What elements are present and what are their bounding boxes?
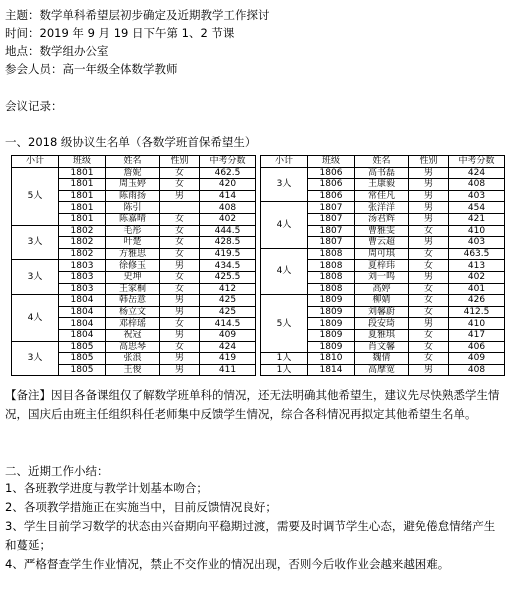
table-row <box>12 167 256 179</box>
table-row <box>261 248 505 260</box>
score-cell: 408 <box>449 179 505 191</box>
score-cell: 419.5 <box>200 248 256 260</box>
score-cell: 434.5 <box>200 260 256 272</box>
gender-cell: 男 <box>409 213 449 225</box>
group-size-cell: 5人 <box>261 295 308 353</box>
class-cell: 1804 <box>59 295 106 307</box>
class-cell: 1808 <box>308 271 355 283</box>
gender-cell: 男 <box>409 167 449 179</box>
score-cell: 463.5 <box>449 248 505 260</box>
class-cell: 1807 <box>308 237 355 249</box>
gender-cell: 女 <box>160 271 200 283</box>
name-cell: 张浪 <box>106 353 160 365</box>
table-row <box>12 260 256 272</box>
score-cell: 412.5 <box>449 306 505 318</box>
name-cell: 高书磊 <box>355 167 409 179</box>
score-cell: 421 <box>449 213 505 225</box>
class-cell: 1808 <box>308 248 355 260</box>
gender-cell <box>160 202 200 214</box>
name-cell: 刘一鸣 <box>355 271 409 283</box>
table-row <box>261 295 505 307</box>
column-header: 中考分数 <box>200 156 256 168</box>
name-cell: 史坤 <box>106 271 160 283</box>
class-cell: 1809 <box>308 295 355 307</box>
summary-item: 1、各班教学进度与教学计划基本吻合； <box>5 481 208 495</box>
score-cell: 424 <box>200 341 256 353</box>
class-cell: 1806 <box>308 190 355 202</box>
name-cell: 段安琦 <box>355 318 409 330</box>
score-cell: 413 <box>449 260 505 272</box>
group-size-cell: 3人 <box>261 167 308 202</box>
name-cell: 魏倩 <box>355 353 409 365</box>
name-cell: 叶楚 <box>106 237 160 249</box>
roster-table-left <box>11 155 256 376</box>
meeting-topic: 主题：数学单科希望层初步确定及近期教学工作探讨 <box>5 8 270 22</box>
gender-cell: 男 <box>409 364 449 376</box>
name-cell: 高思琴 <box>106 341 160 353</box>
gender-cell: 女 <box>409 283 449 295</box>
class-cell: 1810 <box>308 353 355 365</box>
score-cell: 454 <box>449 202 505 214</box>
section2-title: 二、近期工作小结： <box>5 464 109 478</box>
score-cell: 411 <box>200 364 256 376</box>
score-cell: 444.5 <box>200 225 256 237</box>
gender-cell: 男 <box>409 202 449 214</box>
group-size-cell: 3人 <box>12 260 59 295</box>
score-cell: 408 <box>449 364 505 376</box>
gender-cell: 女 <box>160 225 200 237</box>
score-cell: 426 <box>449 295 505 307</box>
gender-cell: 女 <box>160 248 200 260</box>
score-cell: 414.5 <box>200 318 256 330</box>
class-cell: 1802 <box>59 248 106 260</box>
gender-cell: 男 <box>160 295 200 307</box>
table-row <box>12 225 256 237</box>
summary-item: 4、严格督查学生作业情况，禁止不交作业的情况出现，否则今后收作业会越来越困难。 <box>5 557 450 571</box>
name-cell: 夏梓玮 <box>355 260 409 272</box>
column-header: 姓名 <box>106 156 160 168</box>
score-cell: 420 <box>200 179 256 191</box>
name-cell: 毛彤 <box>106 225 160 237</box>
name-cell: 陈雨扬 <box>106 190 160 202</box>
column-header: 小计 <box>12 156 59 168</box>
class-cell: 1808 <box>308 283 355 295</box>
name-cell: 邓梓瑶 <box>106 318 160 330</box>
score-cell: 410 <box>449 318 505 330</box>
class-cell: 1809 <box>308 306 355 318</box>
name-cell: 王俊 <box>106 364 160 376</box>
group-size-cell: 1人 <box>261 353 308 365</box>
gender-cell: 男 <box>409 179 449 191</box>
gender-cell: 男 <box>160 190 200 202</box>
score-cell: 414 <box>200 190 256 202</box>
name-cell: 张洋洋 <box>355 202 409 214</box>
group-size-cell: 4人 <box>261 248 308 294</box>
class-cell: 1801 <box>59 213 106 225</box>
gender-cell: 女 <box>160 283 200 295</box>
score-cell: 412 <box>200 283 256 295</box>
name-cell: 高婷 <box>355 283 409 295</box>
class-cell: 1803 <box>59 271 106 283</box>
name-cell: 杨立文 <box>106 306 160 318</box>
score-cell: 408 <box>200 202 256 214</box>
class-cell: 1808 <box>308 260 355 272</box>
gender-cell: 男 <box>160 364 200 376</box>
meeting-place: 地点：数学组办公室 <box>5 44 109 58</box>
class-cell: 1804 <box>59 306 106 318</box>
gender-cell: 女 <box>409 295 449 307</box>
class-cell: 1804 <box>59 318 106 330</box>
gender-cell: 女 <box>409 353 449 365</box>
column-header: 姓名 <box>355 156 409 168</box>
gender-cell: 男 <box>160 306 200 318</box>
gender-cell: 女 <box>409 329 449 341</box>
name-cell: 方雅思 <box>106 248 160 260</box>
class-cell: 1809 <box>308 329 355 341</box>
name-cell: 曹云超 <box>355 237 409 249</box>
name-cell: 刘馨蔚 <box>355 306 409 318</box>
name-cell: 祝冠 <box>106 329 160 341</box>
class-cell: 1805 <box>59 341 106 353</box>
summary-item: 2、各项教学措施正在实施当中，目前反馈情况良好； <box>5 500 277 514</box>
group-size-cell: 4人 <box>12 295 59 341</box>
name-cell: 王家桐 <box>106 283 160 295</box>
gender-cell: 男 <box>409 190 449 202</box>
score-cell: 402 <box>200 213 256 225</box>
table-row <box>261 167 505 179</box>
score-cell: 425.5 <box>200 271 256 283</box>
score-cell: 406 <box>449 341 505 353</box>
class-cell: 1809 <box>308 318 355 330</box>
table-header-row <box>12 156 256 168</box>
name-cell: 肖文馨 <box>355 341 409 353</box>
gender-cell: 女 <box>160 237 200 249</box>
score-cell: 403 <box>449 190 505 202</box>
name-cell: 高摩宽 <box>355 364 409 376</box>
class-cell: 1805 <box>59 353 106 365</box>
gender-cell: 男 <box>409 237 449 249</box>
group-size-cell: 3人 <box>12 341 59 376</box>
note-paragraph: 【备注】因目各备课组仅了解数学班单科的情况，还无法明确其他希望生，建议先尽快熟悉学生情况，国庆后由班主任组织科任老师集中反馈学生情况，综合各科情况再拟定其他希望生名单。 <box>5 388 500 421</box>
table-row <box>261 364 505 376</box>
class-cell: 1806 <box>308 179 355 191</box>
class-cell: 1803 <box>59 260 106 272</box>
group-size-cell: 4人 <box>261 202 308 248</box>
gender-cell: 女 <box>160 213 200 225</box>
gender-cell: 男 <box>409 271 449 283</box>
score-cell: 402 <box>449 271 505 283</box>
gender-cell: 男 <box>160 260 200 272</box>
score-cell: 403 <box>449 237 505 249</box>
gender-cell: 女 <box>409 248 449 260</box>
class-cell: 1802 <box>59 237 106 249</box>
name-cell: 常佳凡 <box>355 190 409 202</box>
class-cell: 1804 <box>59 329 106 341</box>
score-cell: 417 <box>449 329 505 341</box>
table-row <box>12 341 256 353</box>
column-header: 小计 <box>261 156 308 168</box>
group-size-cell: 3人 <box>12 225 59 260</box>
gender-cell: 男 <box>160 329 200 341</box>
name-cell: 周可琪 <box>355 248 409 260</box>
gender-cell: 女 <box>409 306 449 318</box>
class-cell: 1803 <box>59 283 106 295</box>
roster-table-right <box>260 155 505 376</box>
table-header-row <box>261 156 505 168</box>
name-cell: 周玉婷 <box>106 179 160 191</box>
group-size-cell: 1人 <box>261 364 308 376</box>
gender-cell: 女 <box>160 179 200 191</box>
gender-cell: 女 <box>409 260 449 272</box>
column-header: 班级 <box>59 156 106 168</box>
class-cell: 1805 <box>59 364 106 376</box>
name-cell: 柳婧 <box>355 295 409 307</box>
meeting-time: 时间：2019 年 9 月 19 日下午第 1、2 节课 <box>5 26 235 40</box>
class-cell: 1814 <box>308 364 355 376</box>
table-row <box>261 202 505 214</box>
name-cell: 夏雅琪 <box>355 329 409 341</box>
summary-item: 3、学生目前学习数学的状态由兴奋期向平稳期过渡，需要及时调节学生心态，避免倦怠情绪产生和蔓延； <box>5 519 496 552</box>
score-cell: 425 <box>200 295 256 307</box>
class-cell: 1801 <box>59 202 106 214</box>
name-cell: 曹雅雯 <box>355 225 409 237</box>
minutes-title: 会议记录： <box>5 99 63 113</box>
class-cell: 1809 <box>308 341 355 353</box>
score-cell: 401 <box>449 283 505 295</box>
gender-cell: 男 <box>409 318 449 330</box>
column-header: 性别 <box>160 156 200 168</box>
name-cell: 王康毅 <box>355 179 409 191</box>
summary-list <box>5 479 505 574</box>
name-cell: 韩岳意 <box>106 295 160 307</box>
score-cell: 424 <box>449 167 505 179</box>
gender-cell: 男 <box>160 353 200 365</box>
group-size-cell: 5人 <box>12 167 59 225</box>
name-cell: 陈嘉晴 <box>106 213 160 225</box>
table-row <box>12 295 256 307</box>
section1-title: 一、2018 级协议生名单（各数学班首保希望生） <box>5 135 257 149</box>
column-header: 性别 <box>409 156 449 168</box>
gender-cell: 女 <box>160 318 200 330</box>
score-cell: 409 <box>449 353 505 365</box>
score-cell: 409 <box>200 329 256 341</box>
gender-cell: 女 <box>409 341 449 353</box>
class-cell: 1807 <box>308 213 355 225</box>
name-cell: 陈引 <box>106 202 160 214</box>
class-cell: 1801 <box>59 179 106 191</box>
score-cell: 428.5 <box>200 237 256 249</box>
table-row <box>261 353 505 365</box>
gender-cell: 女 <box>160 341 200 353</box>
class-cell: 1806 <box>308 167 355 179</box>
class-cell: 1802 <box>59 225 106 237</box>
class-cell: 1801 <box>59 190 106 202</box>
name-cell: 徐修玉 <box>106 260 160 272</box>
score-cell: 419 <box>200 353 256 365</box>
gender-cell: 女 <box>160 167 200 179</box>
score-cell: 410 <box>449 225 505 237</box>
meeting-attendees: 参会人员：高一年级全体数学教师 <box>5 62 178 76</box>
name-cell: 汤君辉 <box>355 213 409 225</box>
score-cell: 462.5 <box>200 167 256 179</box>
gender-cell: 女 <box>409 225 449 237</box>
column-header: 班级 <box>308 156 355 168</box>
column-header: 中考分数 <box>449 156 505 168</box>
class-cell: 1807 <box>308 202 355 214</box>
name-cell: 詹妮 <box>106 167 160 179</box>
class-cell: 1801 <box>59 167 106 179</box>
score-cell: 425 <box>200 306 256 318</box>
class-cell: 1807 <box>308 225 355 237</box>
